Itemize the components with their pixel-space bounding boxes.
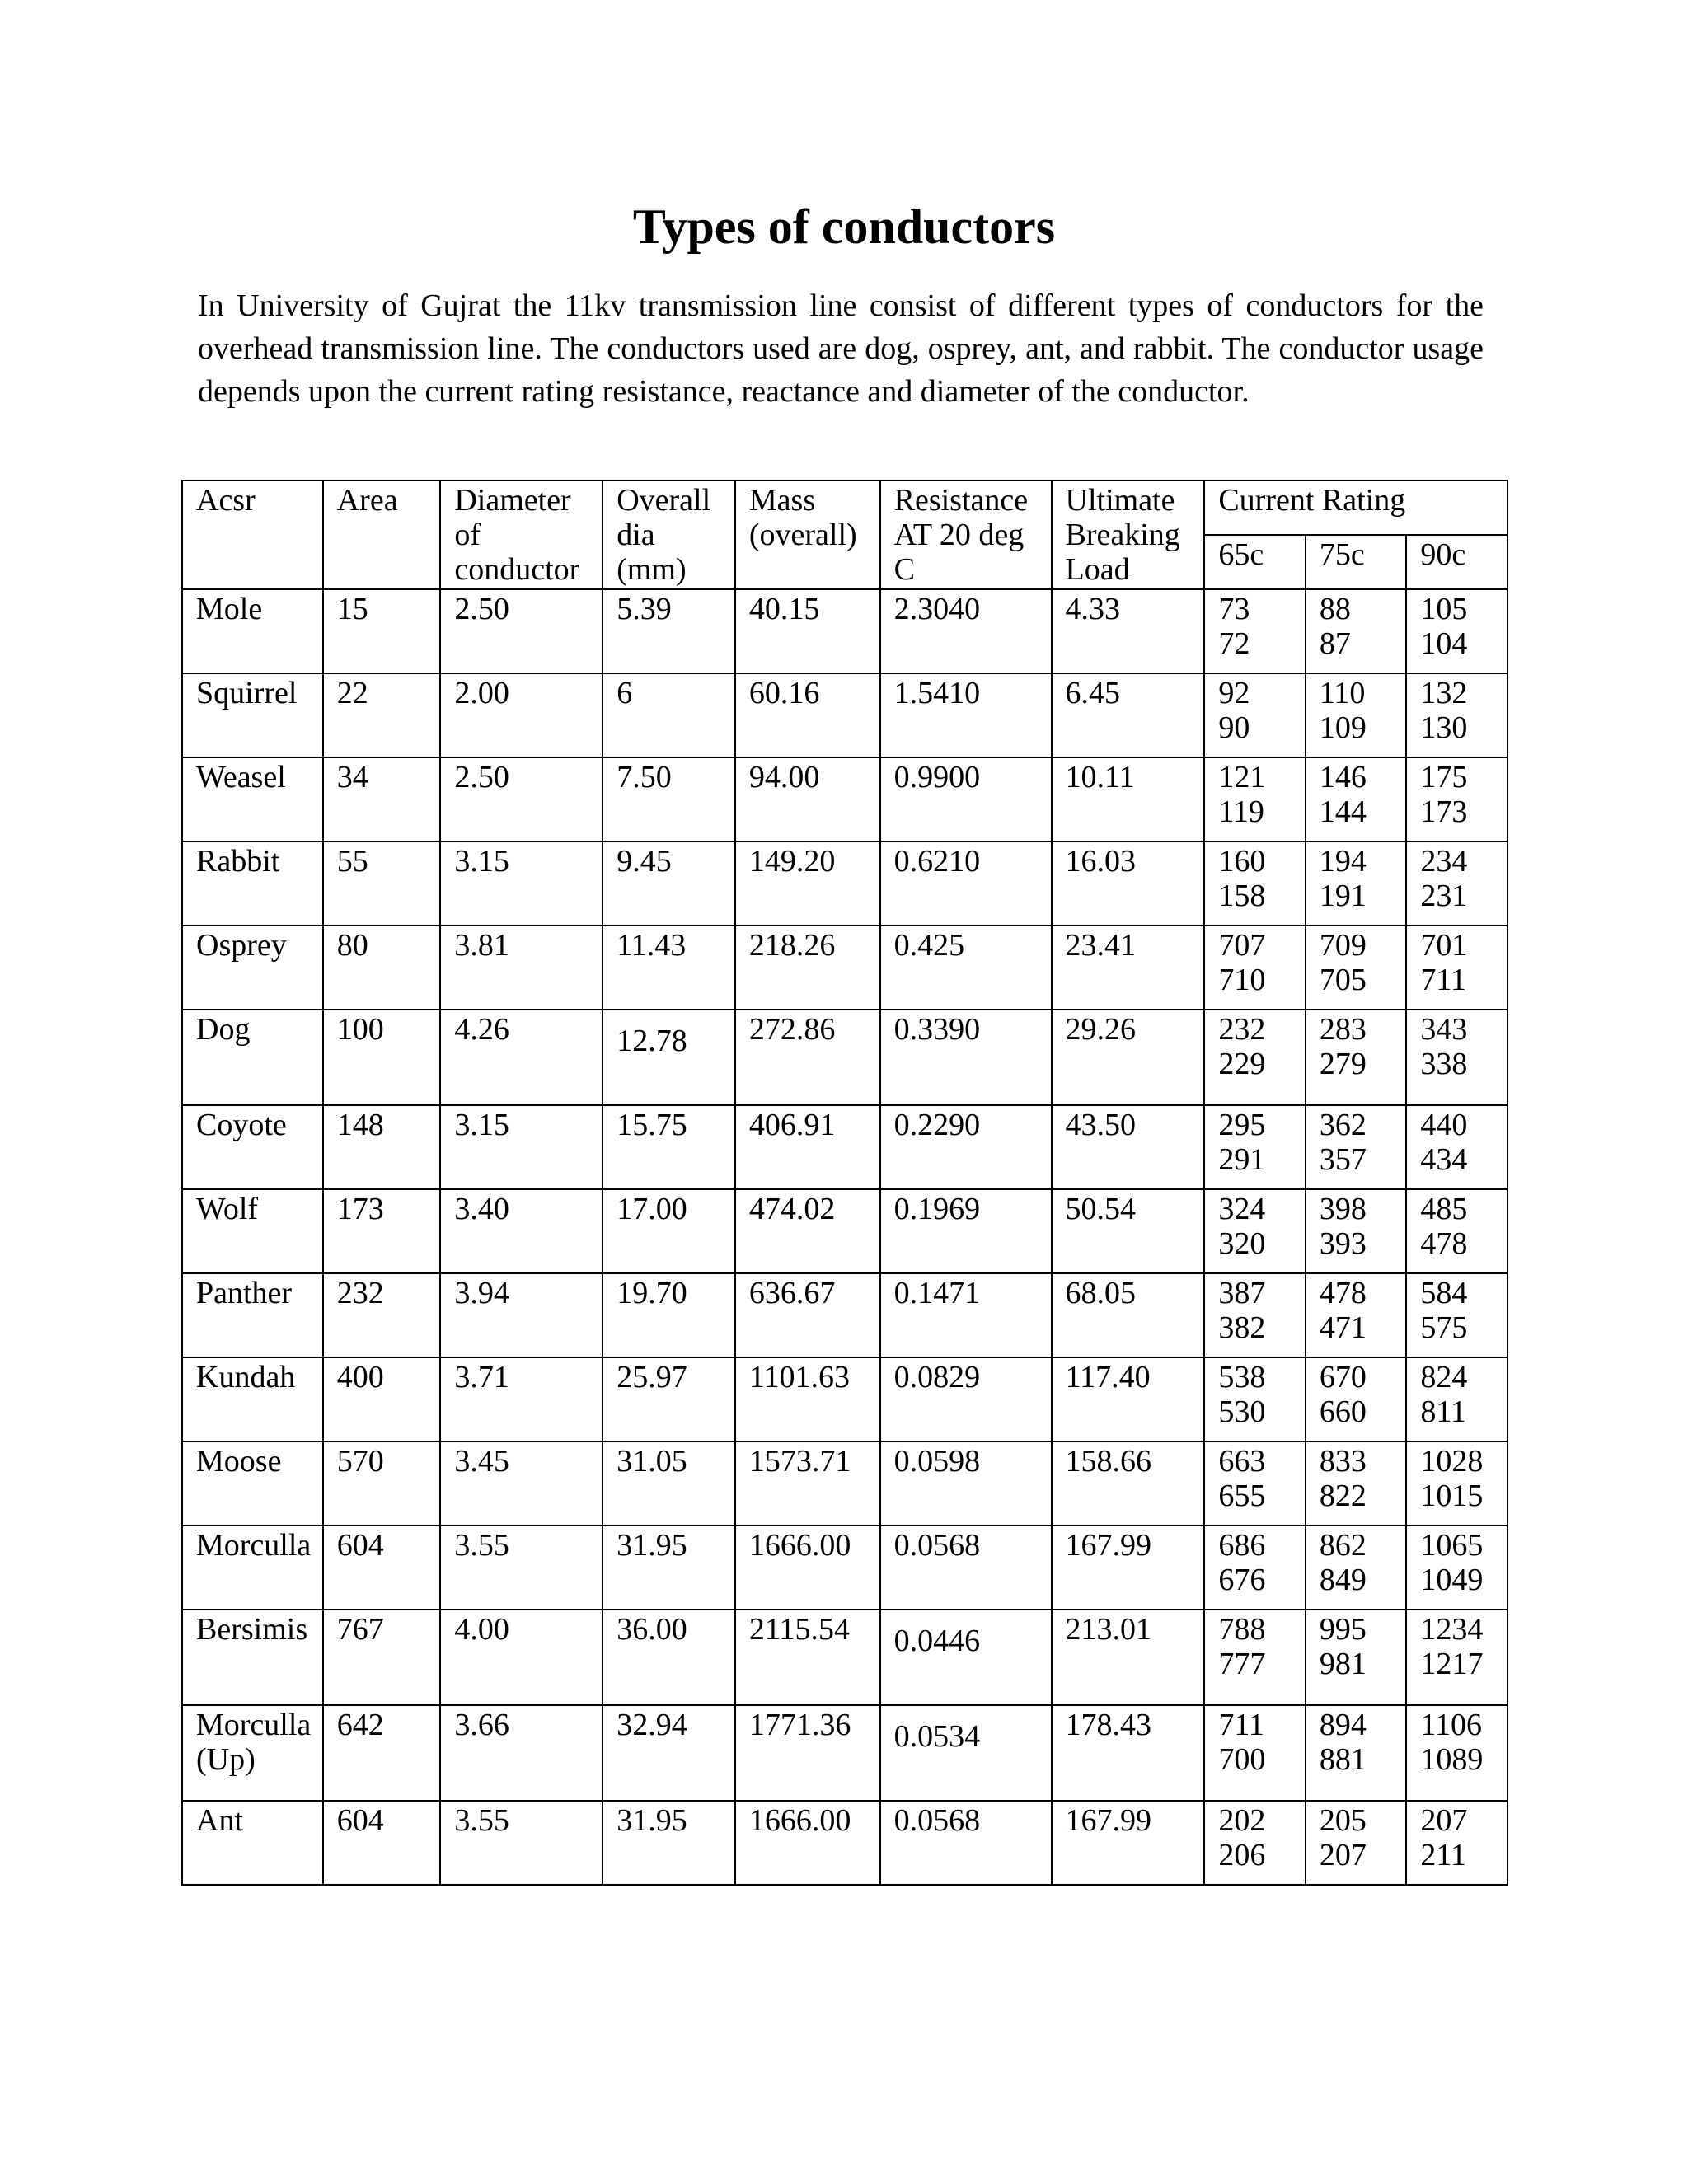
cell-mass: 1771.36 xyxy=(735,1705,880,1801)
cell-acsr: Kundah xyxy=(182,1357,323,1441)
rating-value: 202 xyxy=(1218,1803,1266,1838)
cell-65c xyxy=(1204,673,1306,757)
rating-value: 862 xyxy=(1319,1528,1367,1563)
table-row xyxy=(182,1610,1507,1705)
cell-resistance: 0.0829 xyxy=(880,1357,1052,1441)
cell-area: 22 xyxy=(323,673,441,757)
cell-area: 604 xyxy=(323,1801,441,1885)
cell-75c xyxy=(1306,589,1407,673)
rating-value: 132 xyxy=(1420,676,1468,710)
cell-resistance: 1.5410 xyxy=(880,673,1052,757)
rating-value: 105 xyxy=(1420,592,1468,626)
table-row xyxy=(182,1010,1507,1105)
cell-resistance: 0.2290 xyxy=(880,1105,1052,1189)
cell-90c xyxy=(1406,589,1507,673)
rating-value: 283 xyxy=(1319,1012,1367,1047)
cell-mass: 636.67 xyxy=(735,1273,880,1357)
rating-value: 710 xyxy=(1218,963,1266,997)
rating-value: 232 xyxy=(1218,1012,1266,1047)
rating-value: 130 xyxy=(1420,710,1468,745)
header-diameter: Diameter of conductor xyxy=(440,480,603,589)
rating-value: 711 xyxy=(1420,963,1466,997)
cell-breaking-load: 43.50 xyxy=(1052,1105,1205,1189)
header-current-rating: Current Rating xyxy=(1204,480,1507,535)
cell-acsr: Ant xyxy=(182,1801,323,1885)
cell-overall-dia: 36.00 xyxy=(603,1610,735,1705)
cell-90c xyxy=(1406,1010,1507,1105)
cell-area: 232 xyxy=(323,1273,441,1357)
cell-65c xyxy=(1204,1189,1306,1273)
page-title: Types of conductors xyxy=(632,199,1056,254)
rating-value: 109 xyxy=(1319,710,1367,745)
cell-acsr: Morculla (Up) xyxy=(182,1705,323,1801)
rating-value: 295 xyxy=(1218,1108,1266,1142)
cell-diameter: 3.81 xyxy=(440,926,603,1010)
cell-breaking-load: 23.41 xyxy=(1052,926,1205,1010)
cell-acsr: Moose xyxy=(182,1441,323,1526)
rating-value: 90 xyxy=(1218,710,1250,745)
cell-diameter: 2.50 xyxy=(440,589,603,673)
cell-75c xyxy=(1306,673,1407,757)
cell-75c xyxy=(1306,926,1407,1010)
rating-value: 655 xyxy=(1218,1479,1266,1513)
cell-overall-dia: 32.94 xyxy=(603,1705,735,1801)
cell-mass: 218.26 xyxy=(735,926,880,1010)
cell-75c xyxy=(1306,1010,1407,1105)
cell-65c xyxy=(1204,926,1306,1010)
cell-area: 767 xyxy=(323,1610,441,1705)
cell-diameter: 3.45 xyxy=(440,1441,603,1526)
rating-value: 788 xyxy=(1218,1612,1266,1647)
cell-acsr: Panther xyxy=(182,1273,323,1357)
cell-75c xyxy=(1306,1357,1407,1441)
cell-75c xyxy=(1306,841,1407,926)
cell-resistance: 0.0568 xyxy=(880,1801,1052,1885)
cell-overall-dia: 31.95 xyxy=(603,1526,735,1610)
cell-mass: 40.15 xyxy=(735,589,880,673)
cell-acsr: Coyote xyxy=(182,1105,323,1189)
cell-65c xyxy=(1204,757,1306,841)
rating-value: 110 xyxy=(1319,676,1366,710)
cell-breaking-load: 4.33 xyxy=(1052,589,1205,673)
rating-value: 894 xyxy=(1319,1708,1367,1742)
rating-value: 575 xyxy=(1420,1310,1468,1345)
header-75c: 75c xyxy=(1306,535,1407,589)
rating-value: 175 xyxy=(1420,760,1468,794)
rating-value: 824 xyxy=(1420,1360,1468,1394)
rating-value: 1217 xyxy=(1420,1647,1484,1681)
cell-breaking-load: 16.03 xyxy=(1052,841,1205,926)
rating-value: 478 xyxy=(1319,1276,1367,1310)
rating-value: 434 xyxy=(1420,1142,1468,1177)
cell-65c xyxy=(1204,1705,1306,1801)
rating-value: 387 xyxy=(1218,1276,1266,1310)
cell-90c xyxy=(1406,673,1507,757)
rating-value: 72 xyxy=(1218,626,1250,661)
cell-mass: 94.00 xyxy=(735,757,880,841)
cell-acsr: Osprey xyxy=(182,926,323,1010)
table-row xyxy=(182,1705,1507,1801)
cell-breaking-load: 213.01 xyxy=(1052,1610,1205,1705)
rating-value: 229 xyxy=(1218,1047,1266,1081)
cell-acsr: Mole xyxy=(182,589,323,673)
rating-value: 485 xyxy=(1420,1192,1468,1226)
cell-mass: 60.16 xyxy=(735,673,880,757)
rating-value: 231 xyxy=(1420,879,1468,913)
cell-acsr: Morculla xyxy=(182,1526,323,1610)
cell-75c xyxy=(1306,1705,1407,1801)
rating-value: 849 xyxy=(1319,1563,1367,1597)
cell-breaking-load: 178.43 xyxy=(1052,1705,1205,1801)
cell-75c xyxy=(1306,1610,1407,1705)
cell-90c xyxy=(1406,1189,1507,1273)
rating-value: 207 xyxy=(1319,1838,1367,1872)
cell-area: 55 xyxy=(323,841,441,926)
rating-value: 73 xyxy=(1218,592,1250,626)
cell-mass: 272.86 xyxy=(735,1010,880,1105)
cell-65c xyxy=(1204,1441,1306,1526)
rating-value: 393 xyxy=(1319,1226,1367,1261)
rating-value: 173 xyxy=(1420,794,1468,829)
rating-value: 206 xyxy=(1218,1838,1266,1872)
cell-resistance: 0.6210 xyxy=(880,841,1052,926)
cell-90c xyxy=(1406,1526,1507,1610)
cell-65c xyxy=(1204,1526,1306,1610)
cell-90c xyxy=(1406,841,1507,926)
header-65c: 65c xyxy=(1204,535,1306,589)
cell-diameter: 3.71 xyxy=(440,1357,603,1441)
cell-acsr: Weasel xyxy=(182,757,323,841)
rating-value: 211 xyxy=(1420,1838,1466,1872)
cell-mass: 1573.71 xyxy=(735,1441,880,1526)
rating-value: 530 xyxy=(1218,1394,1266,1429)
cell-resistance: 0.0598 xyxy=(880,1441,1052,1526)
table-row xyxy=(182,589,1507,673)
rating-value: 686 xyxy=(1218,1528,1266,1563)
cell-65c xyxy=(1204,1801,1306,1885)
cell-65c xyxy=(1204,1010,1306,1105)
cell-overall-dia: 31.95 xyxy=(603,1801,735,1885)
rating-value: 207 xyxy=(1420,1803,1468,1838)
cell-overall-dia: 31.05 xyxy=(603,1441,735,1526)
cell-90c xyxy=(1406,1705,1507,1801)
rating-value: 205 xyxy=(1319,1803,1367,1838)
cell-breaking-load: 10.11 xyxy=(1052,757,1205,841)
rating-value: 92 xyxy=(1218,676,1250,710)
cell-acsr: Dog xyxy=(182,1010,323,1105)
cell-90c xyxy=(1406,1801,1507,1885)
cell-diameter: 3.15 xyxy=(440,841,603,926)
cell-diameter: 4.00 xyxy=(440,1610,603,1705)
cell-resistance: 2.3040 xyxy=(880,589,1052,673)
rating-value: 343 xyxy=(1420,1012,1468,1047)
cell-area: 15 xyxy=(323,589,441,673)
rating-value: 160 xyxy=(1218,844,1266,879)
rating-value: 88 xyxy=(1319,592,1351,626)
cell-75c xyxy=(1306,757,1407,841)
cell-mass: 1666.00 xyxy=(735,1526,880,1610)
table-row xyxy=(182,1189,1507,1273)
rating-value: 144 xyxy=(1319,794,1367,829)
cell-breaking-load: 6.45 xyxy=(1052,673,1205,757)
cell-overall-dia: 11.43 xyxy=(603,926,735,1010)
cell-90c xyxy=(1406,1441,1507,1526)
cell-breaking-load: 158.66 xyxy=(1052,1441,1205,1526)
rating-value: 194 xyxy=(1319,844,1367,879)
rating-value: 1049 xyxy=(1420,1563,1484,1597)
header-mass: Mass (overall) xyxy=(735,480,880,589)
intro-paragraph: In University of Gujrat the 11kv transmission line consist of different types of conductors for the overhead transmission line. The conductors used are dog, osprey, ant, and rabbit. The conductor usage depends upon the current rating resistance, reactance and diameter of the conductor. xyxy=(198,288,1484,409)
cell-65c xyxy=(1204,841,1306,926)
rating-value: 478 xyxy=(1420,1226,1468,1261)
rating-value: 324 xyxy=(1218,1192,1266,1226)
rating-value: 701 xyxy=(1420,928,1468,963)
rating-value: 382 xyxy=(1218,1310,1266,1345)
cell-resistance: 0.1969 xyxy=(880,1189,1052,1273)
rating-value: 711 xyxy=(1218,1708,1264,1742)
cell-diameter: 3.55 xyxy=(440,1526,603,1610)
rating-value: 995 xyxy=(1319,1612,1367,1647)
cell-overall-dia: 25.97 xyxy=(603,1357,735,1441)
rating-value: 660 xyxy=(1319,1394,1367,1429)
rating-value: 158 xyxy=(1218,879,1266,913)
cell-overall-dia: 9.45 xyxy=(603,841,735,926)
table-row xyxy=(182,1801,1507,1885)
cell-diameter: 2.00 xyxy=(440,673,603,757)
cell-area: 173 xyxy=(323,1189,441,1273)
cell-area: 34 xyxy=(323,757,441,841)
cell-resistance: 0.0446 xyxy=(880,1610,1052,1705)
table-row xyxy=(182,673,1507,757)
rating-value: 338 xyxy=(1420,1047,1468,1081)
cell-90c xyxy=(1406,1105,1507,1189)
table-row xyxy=(182,926,1507,1010)
cell-resistance: 0.3390 xyxy=(880,1010,1052,1105)
cell-75c xyxy=(1306,1441,1407,1526)
cell-65c xyxy=(1204,1610,1306,1705)
conductor-table xyxy=(181,480,1508,1886)
cell-mass: 2115.54 xyxy=(735,1610,880,1705)
cell-diameter: 3.55 xyxy=(440,1801,603,1885)
rating-value: 1234 xyxy=(1420,1612,1484,1647)
rating-value: 440 xyxy=(1420,1108,1468,1142)
cell-diameter: 3.66 xyxy=(440,1705,603,1801)
rating-value: 663 xyxy=(1218,1444,1266,1479)
rating-value: 320 xyxy=(1218,1226,1266,1261)
table-row xyxy=(182,757,1507,841)
cell-breaking-load: 68.05 xyxy=(1052,1273,1205,1357)
cell-resistance: 0.0534 xyxy=(880,1705,1052,1801)
rating-value: 191 xyxy=(1319,879,1367,913)
cell-overall-dia: 7.50 xyxy=(603,757,735,841)
rating-value: 291 xyxy=(1218,1142,1266,1177)
cell-75c xyxy=(1306,1526,1407,1610)
rating-value: 279 xyxy=(1319,1047,1367,1081)
cell-overall-dia: 12.78 xyxy=(603,1010,735,1105)
cell-breaking-load: 117.40 xyxy=(1052,1357,1205,1441)
cell-area: 148 xyxy=(323,1105,441,1189)
rating-value: 777 xyxy=(1218,1647,1266,1681)
rating-value: 121 xyxy=(1218,760,1266,794)
rating-value: 676 xyxy=(1218,1563,1266,1597)
rating-value: 357 xyxy=(1319,1142,1367,1177)
header-acsr: Acsr xyxy=(182,480,323,589)
cell-90c xyxy=(1406,1273,1507,1357)
rating-value: 471 xyxy=(1319,1310,1367,1345)
cell-overall-dia: 19.70 xyxy=(603,1273,735,1357)
cell-75c xyxy=(1306,1273,1407,1357)
rating-value: 234 xyxy=(1420,844,1468,879)
rating-value: 1015 xyxy=(1420,1479,1484,1513)
rating-value: 1065 xyxy=(1420,1528,1484,1563)
header-overall-dia: Overall dia (mm) xyxy=(603,480,735,589)
rating-value: 881 xyxy=(1319,1742,1367,1777)
rating-value: 705 xyxy=(1319,963,1367,997)
cell-acsr: Squirrel xyxy=(182,673,323,757)
cell-mass: 1666.00 xyxy=(735,1801,880,1885)
cell-overall-dia: 5.39 xyxy=(603,589,735,673)
cell-resistance: 0.9900 xyxy=(880,757,1052,841)
rating-value: 119 xyxy=(1218,794,1264,829)
cell-diameter: 3.94 xyxy=(440,1273,603,1357)
cell-90c xyxy=(1406,1610,1507,1705)
cell-area: 604 xyxy=(323,1526,441,1610)
rating-value: 362 xyxy=(1319,1108,1367,1142)
rating-value: 146 xyxy=(1319,760,1367,794)
rating-value: 1089 xyxy=(1420,1742,1484,1777)
rating-value: 398 xyxy=(1319,1192,1367,1226)
table-row xyxy=(182,1273,1507,1357)
rating-value: 104 xyxy=(1420,626,1468,661)
cell-75c xyxy=(1306,1801,1407,1885)
cell-area: 400 xyxy=(323,1357,441,1441)
cell-breaking-load: 29.26 xyxy=(1052,1010,1205,1105)
cell-resistance: 0.425 xyxy=(880,926,1052,1010)
cell-area: 570 xyxy=(323,1441,441,1526)
rating-value: 811 xyxy=(1420,1394,1466,1429)
cell-breaking-load: 50.54 xyxy=(1052,1189,1205,1273)
rating-value: 709 xyxy=(1319,928,1367,963)
cell-75c xyxy=(1306,1189,1407,1273)
table-row xyxy=(182,841,1507,926)
cell-90c xyxy=(1406,1357,1507,1441)
cell-overall-dia: 6 xyxy=(603,673,735,757)
cell-mass: 406.91 xyxy=(735,1105,880,1189)
cell-90c xyxy=(1406,926,1507,1010)
cell-resistance: 0.0568 xyxy=(880,1526,1052,1610)
cell-acsr: Bersimis xyxy=(182,1610,323,1705)
rating-value: 833 xyxy=(1319,1444,1367,1479)
cell-resistance: 0.1471 xyxy=(880,1273,1052,1357)
cell-75c xyxy=(1306,1105,1407,1189)
cell-area: 642 xyxy=(323,1705,441,1801)
cell-overall-dia: 17.00 xyxy=(603,1189,735,1273)
cell-diameter: 4.26 xyxy=(440,1010,603,1105)
cell-breaking-load: 167.99 xyxy=(1052,1801,1205,1885)
table-row xyxy=(182,1357,1507,1441)
cell-65c xyxy=(1204,589,1306,673)
cell-area: 100 xyxy=(323,1010,441,1105)
cell-mass: 149.20 xyxy=(735,841,880,926)
rating-value: 584 xyxy=(1420,1276,1468,1310)
cell-diameter: 3.40 xyxy=(440,1189,603,1273)
rating-value: 670 xyxy=(1319,1360,1367,1394)
cell-area: 80 xyxy=(323,926,441,1010)
header-breaking-load: Ultimate Breaking Load xyxy=(1052,480,1205,589)
cell-65c xyxy=(1204,1273,1306,1357)
rating-value: 1106 xyxy=(1420,1708,1482,1742)
cell-90c xyxy=(1406,757,1507,841)
rating-value: 538 xyxy=(1218,1360,1266,1394)
rating-value: 700 xyxy=(1218,1742,1266,1777)
cell-diameter: 2.50 xyxy=(440,757,603,841)
header-90c: 90c xyxy=(1406,535,1507,589)
cell-acsr: Wolf xyxy=(182,1189,323,1273)
header-area: Area xyxy=(323,480,441,589)
rating-value: 822 xyxy=(1319,1479,1367,1513)
cell-overall-dia: 15.75 xyxy=(603,1105,735,1189)
table-row xyxy=(182,1441,1507,1526)
rating-value: 981 xyxy=(1319,1647,1367,1681)
table-row xyxy=(182,1526,1507,1610)
rating-value: 1028 xyxy=(1420,1444,1484,1479)
rating-value: 87 xyxy=(1319,626,1351,661)
header-resistance: Resistance AT 20 deg C xyxy=(880,480,1052,589)
cell-65c xyxy=(1204,1105,1306,1189)
rating-value: 707 xyxy=(1218,928,1266,963)
cell-breaking-load: 167.99 xyxy=(1052,1526,1205,1610)
cell-mass: 474.02 xyxy=(735,1189,880,1273)
cell-diameter: 3.15 xyxy=(440,1105,603,1189)
cell-65c xyxy=(1204,1357,1306,1441)
table-row xyxy=(182,1105,1507,1189)
cell-mass: 1101.63 xyxy=(735,1357,880,1441)
cell-acsr: Rabbit xyxy=(182,841,323,926)
